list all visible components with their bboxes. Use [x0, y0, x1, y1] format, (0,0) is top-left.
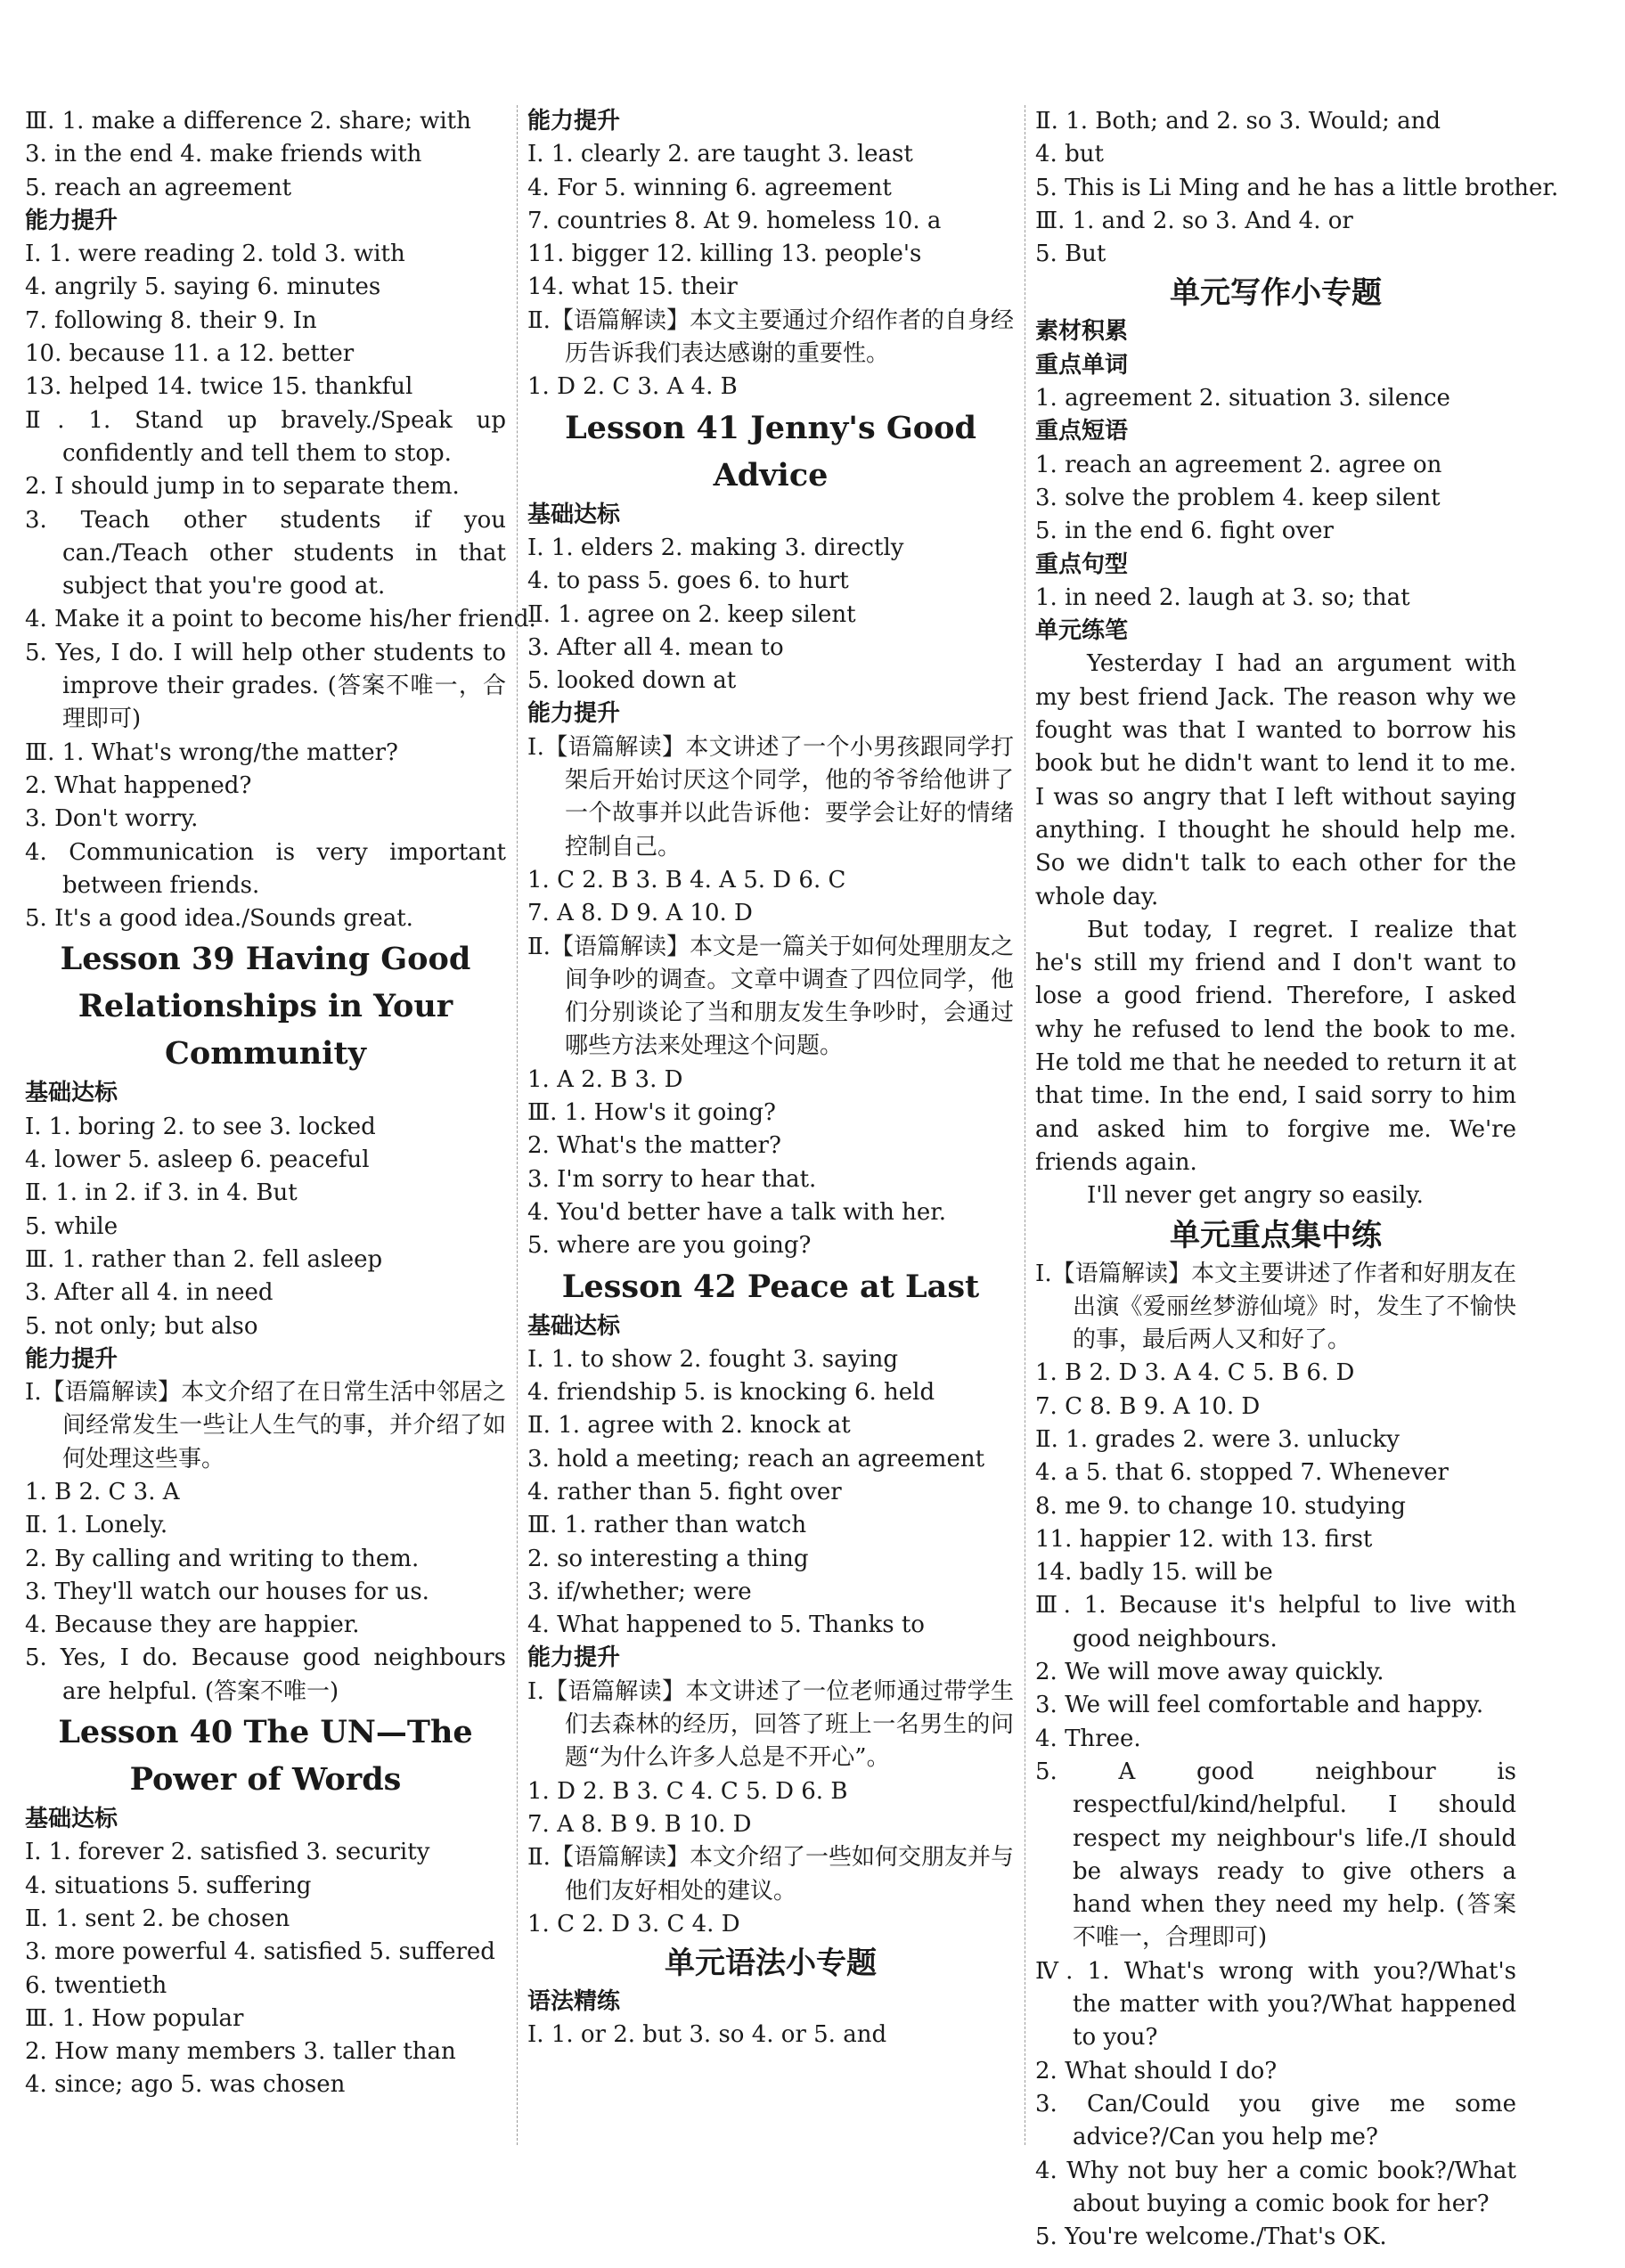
answer-line: 4. since; ago 5. was chosen: [25, 2071, 346, 2099]
unit-heading: 单元重点集中练: [1170, 1217, 1382, 1253]
answer-item: 3. Teach other students if you can./Teach other students in that subject that you're good at.: [25, 506, 506, 600]
answer-line: 8. me 9. to change 10. studying: [1035, 1492, 1406, 1520]
section-heading: 基础达标: [25, 1080, 118, 1107]
answer-line: 2. I should jump in to separate them.: [25, 473, 460, 501]
answer-line: 2. What happened?: [25, 771, 252, 799]
answer-line: 7. A 8. D 9. A 10. D: [527, 900, 753, 927]
lesson-title: Lesson 40 The UN—The Power of Words: [58, 1714, 473, 1799]
section-heading: 重点句型: [1035, 551, 1129, 578]
answer-line: 1. C 2. D 3. C 4. D: [527, 1910, 740, 1938]
answer-line: 4. angrily 5. saying 6. minutes: [25, 273, 381, 301]
section-heading: 单元练笔: [1035, 617, 1129, 645]
answer-line: 1. B 2. C 3. A: [25, 1478, 180, 1505]
answer-line: 4. but: [1035, 141, 1104, 168]
answer-line: Ⅰ. 1. elders 2. making 3. directly: [527, 534, 904, 561]
answer-line: 1. in need 2. laugh at 3. so; that: [1035, 583, 1410, 611]
answer-item: 5. Yes, I do. I will help other students to improve their grades. (答案不唯一，合理即可): [25, 639, 506, 733]
section-heading: 素材积累: [1035, 318, 1129, 346]
answer-item: Ⅲ. 1. Because it's helpful to live with good neighbours.: [1035, 1592, 1516, 1652]
answer-line: 4. What happened to 5. Thanks to: [527, 1611, 925, 1639]
answer-line: 3. We will feel comfortable and happy.: [1035, 1692, 1484, 1719]
answer-line: 2. By calling and writing to them.: [25, 1545, 420, 1572]
answer-line: 14. badly 15. will be: [1035, 1559, 1273, 1587]
answer-line: 3. After all 4. in need: [25, 1279, 274, 1307]
answer-line: 1. D 2. C 3. A 4. B: [527, 373, 738, 401]
answer-line: 3. in the end 4. make friends with: [25, 141, 422, 168]
column-middle: [527, 105, 1014, 2052]
answer-line: Ⅰ. 1. or 2. but 3. so 4. or 5. and: [527, 2021, 887, 2049]
answer-line: Ⅱ. 1. grades 2. were 3. unlucky: [1035, 1425, 1400, 1453]
answer-line: 3. solve the problem 4. keep silent: [1035, 484, 1441, 511]
answer-line: Ⅲ. 1. and 2. so 3. And 4. or: [1035, 207, 1353, 234]
answer-line: Ⅱ. 1. Lonely.: [25, 1512, 168, 1539]
answer-item: Ⅳ. 1. What's wrong with you?/What's the matter with you?/What happened to you?: [1035, 1957, 1516, 2052]
answer-line: 1. A 2. B 3. D: [527, 1065, 683, 1093]
lesson-title: Lesson 39 Having Good Relationships in Your Community: [60, 941, 471, 1073]
section-heading: 重点短语: [1035, 418, 1129, 445]
answer-line: 5. reach an agreement: [25, 174, 292, 201]
answer-line: 2. What should I do?: [1035, 2057, 1278, 2084]
answer-line: 5. It's a good idea./Sounds great.: [25, 905, 413, 933]
answer-item: Ⅱ. 1. Stand up bravely./Speak up confidently and tell them to stop.: [25, 406, 506, 467]
unit-heading: 单元写作小专题: [1170, 275, 1382, 312]
answer-line: 1. B 2. D 3. A 4. C 5. B 6. D: [1035, 1359, 1355, 1387]
answer-line: Ⅱ. 1. sent 2. be chosen: [25, 1905, 290, 1932]
answer-line: 5. in the end 6. fight over: [1035, 518, 1334, 545]
answer-item: 5. A good neighbour is respectful/kind/helpful. I should respect my neighbour's life./I should be always ready to give others a hand when they need my help. (答案不唯一，合理即可): [1035, 1758, 1516, 1952]
answer-line: Ⅰ. 1. to show 2. fought 3. saying: [527, 1345, 898, 1373]
answer-line: 5. This is Li Ming and he has a little brother.: [1035, 174, 1559, 201]
answer-line: 5. But: [1035, 241, 1106, 268]
answer-line: 4. Because they are happier.: [25, 1611, 360, 1639]
section-heading: 基础达标: [25, 1806, 118, 1833]
answer-line: 7. following 8. their 9. In: [25, 306, 317, 334]
answer-line: Ⅲ. 1. rather than 2. fell asleep: [25, 1245, 383, 1273]
answer-line: 7. countries 8. At 9. homeless 10. a: [527, 207, 942, 234]
answer-item: Ⅰ.【语篇解读】本文主要讲述了作者和好朋友在出演《爱丽丝梦游仙境》时，发生了不愉快的事，最后两人又和好了。: [1035, 1260, 1516, 1354]
answer-line: 2. How many members 3. taller than: [25, 2038, 456, 2066]
answer-line: 7. A 8. B 9. B 10. D: [527, 1810, 752, 1838]
answer-line: 13. helped 14. twice 15. thankful: [25, 373, 413, 401]
answer-line: 5. where are you going?: [527, 1232, 812, 1260]
answer-line: 6. twentieth: [25, 1971, 167, 1999]
answer-item: Ⅰ.【语篇解读】本文讲述了一位老师通过带学生们去森林的经历，回答了班上一名男生的问题“为什么许多人总是不开心”。: [527, 1677, 1014, 1772]
answer-line: 4. situations 5. suffering: [25, 1872, 312, 1899]
essay-paragraph: But today, I regret. I realize that he's still my friend and I don't want to lose a good friend. Therefore, I asked why he refused to lend the book to me. He told me that he needed to return it at that time. In the end, I said sorry to him and asked him to forgive me. We're friends again.: [1035, 916, 1517, 1176]
answer-line: 2. We will move away quickly.: [1035, 1659, 1384, 1686]
answer-line: 3. After all 4. mean to: [527, 633, 784, 661]
answer-line: 1. C 2. B 3. B 4. A 5. D 6. C: [527, 866, 846, 893]
answer-line: 4. rather than 5. fight over: [527, 1478, 842, 1505]
answer-line: Ⅰ. 1. clearly 2. are taught 3. least: [527, 141, 913, 168]
answer-line: 4. to pass 5. goes 6. to hurt: [527, 567, 849, 595]
section-heading: 基础达标: [527, 1312, 621, 1340]
answer-line: 3. Don't worry.: [25, 805, 199, 833]
answer-line: 1. agreement 2. situation 3. silence: [1035, 385, 1450, 412]
answer-line: 2. so interesting a thing: [527, 1545, 809, 1572]
column-divider-left: [517, 105, 518, 2145]
answer-line: 3. more powerful 4. satisfied 5. suffered: [25, 1938, 495, 1966]
answer-item: 3. Can/Could you give me some advice?/Can you help me?: [1035, 2090, 1516, 2151]
answer-line: 5. not only; but also: [25, 1312, 258, 1340]
essay-paragraph: Yesterday I had an argument with my best friend Jack. The reason why we fought was that I wanted to borrow his book but he didn't want to lend it to me. I was so angry that I left without saying anything. I thought he should help me. So we didn't talk to each other for the whole day.: [1035, 650, 1516, 910]
answer-line: Ⅲ. 1. rather than watch: [527, 1512, 807, 1539]
answer-item: 5. Yes, I do. Because good neighbours are helpful. (答案不唯一): [25, 1644, 506, 1705]
column-right: [1035, 105, 1559, 2254]
section-heading: 能力提升: [527, 1644, 621, 1672]
answer-line: Ⅰ. 1. were reading 2. told 3. with: [25, 241, 405, 268]
section-heading: 基础达标: [527, 501, 621, 528]
answer-line: 3. I'm sorry to hear that.: [527, 1165, 817, 1193]
answer-line: 4. friendship 5. is knocking 6. held: [527, 1379, 935, 1407]
answer-line: 4. Make it a point to become his/her friend.: [25, 606, 536, 633]
answer-line: 7. C 8. B 9. A 10. D: [1035, 1392, 1261, 1420]
answer-line: 4. Three.: [1035, 1725, 1141, 1752]
answer-line: 1. D 2. B 3. C 4. C 5. D 6. B: [527, 1777, 848, 1805]
answer-line: Ⅲ. 1. How's it going?: [527, 1099, 776, 1127]
answer-line: 3. hold a meeting; reach an agreement: [527, 1445, 985, 1473]
answer-item: Ⅱ.【语篇解读】本文是一篇关于如何处理朋友之间争吵的调查。文章中调查了四位同学，他们分别谈论了当和朋友发生争吵时，会通过哪些方法来处理这个问题。: [527, 933, 1014, 1060]
answer-line: 11. bigger 12. killing 13. people's: [527, 241, 922, 268]
answer-line: 10. because 11. a 12. better: [25, 340, 355, 368]
answer-item: Ⅱ.【语篇解读】本文介绍了一些如何交朋友并与他们友好相处的建议。: [527, 1844, 1014, 1905]
essay-paragraph: I'll never get angry so easily.: [1087, 1182, 1424, 1210]
answer-line: Ⅱ. 1. agree on 2. keep silent: [527, 600, 856, 628]
answer-line: Ⅱ. 1. in 2. if 3. in 4. But: [25, 1179, 298, 1207]
answer-line: 14. what 15. their: [527, 273, 738, 301]
answer-item: 4. Communication is very important between friends.: [25, 838, 506, 899]
section-heading: 重点单词: [1035, 351, 1129, 379]
answer-line: Ⅲ. 1. How popular: [25, 2004, 244, 2032]
answer-line: 4. a 5. that 6. stopped 7. Whenever: [1035, 1459, 1449, 1487]
section-heading: 能力提升: [25, 1345, 118, 1373]
section-heading: 能力提升: [527, 700, 621, 728]
answer-line: Ⅲ. 1. make a difference 2. share; with: [25, 108, 471, 135]
answer-line: Ⅰ. 1. boring 2. to see 3. locked: [25, 1113, 376, 1140]
section-heading: 语法精练: [527, 1988, 621, 2016]
lesson-title: Lesson 41 Jenny's Good Advice: [565, 409, 976, 494]
answer-line: 4. You'd better have a talk with her.: [527, 1198, 947, 1226]
section-heading: 能力提升: [25, 207, 118, 234]
answer-item: 4. Why not buy her a comic book?/What about buying a comic book for her?: [1035, 2157, 1516, 2217]
answer-item: Ⅱ.【语篇解读】本文主要通过介绍作者的自身经历告诉我们表达感谢的重要性。: [527, 306, 1014, 368]
answer-line: 11. happier 12. with 13. first: [1035, 1525, 1373, 1553]
answer-item: Ⅰ.【语篇解读】本文讲述了一个小男孩跟同学打架后开始讨厌这个同学，他的爷爷给他讲了一个故事并以此告诉他：要学会让好的情绪控制自己。: [527, 733, 1014, 861]
answer-item: Ⅰ.【语篇解读】本文介绍了在日常生活中邻居之间经常发生一些让人生气的事，并介绍了如何处理这些事。: [25, 1379, 506, 1473]
answer-line: 5. looked down at: [527, 667, 737, 695]
answer-line: 2. What's the matter?: [527, 1132, 781, 1160]
answer-line: Ⅰ. 1. forever 2. satisfied 3. security: [25, 1839, 430, 1866]
answer-line: 1. reach an agreement 2. agree on: [1035, 451, 1442, 478]
answer-line: 3. They'll watch our houses for us.: [25, 1578, 429, 1605]
answer-line: 3. if/whether; were: [527, 1578, 752, 1605]
answer-line: 5. while: [25, 1212, 118, 1240]
column-left: [25, 105, 536, 2102]
answer-line: 4. lower 5. asleep 6. peaceful: [25, 1146, 370, 1174]
section-heading: 能力提升: [527, 108, 621, 135]
answer-line: Ⅱ. 1. Both; and 2. so 3. Would; and: [1035, 108, 1441, 135]
lesson-title: Lesson 42 Peace at Last: [561, 1268, 980, 1305]
answer-line: Ⅲ. 1. What's wrong/the matter?: [25, 738, 398, 766]
answer-line: 4. For 5. winning 6. agreement: [527, 174, 892, 201]
unit-heading: 单元语法小专题: [665, 1946, 877, 1982]
answer-line: Ⅱ. 1. agree with 2. knock at: [527, 1412, 851, 1440]
answer-line: 5. You're welcome./That's OK.: [1035, 2223, 1387, 2251]
